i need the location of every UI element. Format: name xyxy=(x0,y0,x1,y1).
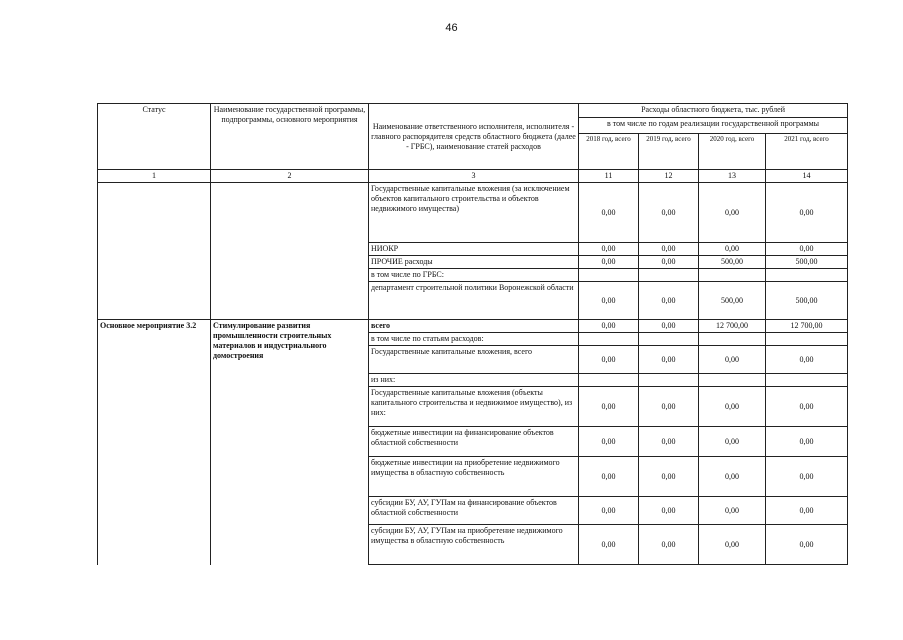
value-cell xyxy=(639,269,699,282)
value-cell: 0,00 xyxy=(766,457,848,497)
value-cell xyxy=(766,333,848,346)
status-cell: Основное мероприятие 3.2 xyxy=(98,320,211,565)
row-label: бюджетные инвестиции на финансирование объектов областной собственности xyxy=(369,427,579,457)
value-cell xyxy=(699,374,766,387)
header-year-2019: 2019 год, всего xyxy=(639,134,699,170)
row-label: НИОКР xyxy=(369,243,579,256)
value-cell: 0,00 xyxy=(639,346,699,374)
value-cell: 500,00 xyxy=(699,256,766,269)
row-label: из них: xyxy=(369,374,579,387)
value-cell: 0,00 xyxy=(699,387,766,427)
row-label: субсидии БУ, АУ, ГУПам на финансирование объектов областной собственности xyxy=(369,497,579,525)
value-cell xyxy=(579,333,639,346)
value-cell: 0,00 xyxy=(766,387,848,427)
row-label: субсидии БУ, АУ, ГУПам на приобретение недвижимого имущества в областную собственность xyxy=(369,525,579,565)
header-status: Статус xyxy=(98,104,211,170)
value-cell: 0,00 xyxy=(579,457,639,497)
value-cell: 0,00 xyxy=(579,243,639,256)
header-year-2018: 2018 год, всего xyxy=(579,134,639,170)
value-cell: 12 700,00 xyxy=(699,320,766,333)
program-name-cell: Стимулирование развития промышленности строительных материалов и индустриального домостроения xyxy=(211,320,369,565)
value-cell: 0,00 xyxy=(579,497,639,525)
value-cell xyxy=(766,269,848,282)
value-cell: 0,00 xyxy=(699,427,766,457)
budget-table xyxy=(97,103,848,565)
value-cell: 0,00 xyxy=(699,243,766,256)
value-cell: 0,00 xyxy=(639,387,699,427)
value-cell: 0,00 xyxy=(639,525,699,565)
column-number-row xyxy=(98,170,848,183)
value-cell: 0,00 xyxy=(639,243,699,256)
header-year-2020: 2020 год, всего xyxy=(699,134,766,170)
value-cell: 0,00 xyxy=(579,427,639,457)
row-label: бюджетные инвестиции на приобретение недвижимого имущества в областную собственность xyxy=(369,457,579,497)
value-cell xyxy=(639,333,699,346)
value-cell xyxy=(579,269,639,282)
value-cell xyxy=(766,374,848,387)
value-cell: 500,00 xyxy=(766,282,848,320)
value-cell: 0,00 xyxy=(639,183,699,243)
value-cell: 0,00 xyxy=(579,183,639,243)
value-cell: 0,00 xyxy=(639,320,699,333)
value-cell: 0,00 xyxy=(766,346,848,374)
value-cell: 0,00 xyxy=(766,243,848,256)
value-cell: 0,00 xyxy=(766,525,848,565)
value-cell: 0,00 xyxy=(579,320,639,333)
row-label: ПРОЧИЕ расходы xyxy=(369,256,579,269)
value-cell: 0,00 xyxy=(639,457,699,497)
value-cell: 0,00 xyxy=(699,525,766,565)
row-label: Государственные капитальные вложения, всего xyxy=(369,346,579,374)
value-cell: 0,00 xyxy=(699,183,766,243)
column-number: 12 xyxy=(639,170,699,183)
value-cell xyxy=(579,374,639,387)
table-row xyxy=(98,320,848,333)
value-cell: 0,00 xyxy=(579,387,639,427)
column-number: 11 xyxy=(579,170,639,183)
page-number: 46 xyxy=(445,22,458,34)
row-label: в том числе по статьям расходов: xyxy=(369,333,579,346)
header-by-years: в том числе по годам реализации государственной программы xyxy=(579,118,848,134)
column-number: 1 xyxy=(98,170,211,183)
value-cell: 0,00 xyxy=(579,256,639,269)
value-cell: 0,00 xyxy=(766,427,848,457)
table-row xyxy=(98,183,848,243)
program-cell-empty xyxy=(211,183,369,320)
row-label: Государственные капитальные вложения (объекты капитального строительства и недвижимое имущество), из них: xyxy=(369,387,579,427)
value-cell xyxy=(699,269,766,282)
value-cell: 0,00 xyxy=(579,525,639,565)
header-year-2021: 2021 год, всего xyxy=(766,134,848,170)
header-program-name: Наименование государственной программы, подпрограммы, основного мероприятия xyxy=(211,104,369,170)
value-cell: 0,00 xyxy=(699,457,766,497)
value-cell: 500,00 xyxy=(699,282,766,320)
value-cell: 0,00 xyxy=(639,427,699,457)
value-cell: 12 700,00 xyxy=(766,320,848,333)
column-number: 3 xyxy=(369,170,579,183)
row-label: Государственные капитальные вложения (за исключением объектов капитального строительства и объектов недвижимого имущества) xyxy=(369,183,579,243)
value-cell: 500,00 xyxy=(766,256,848,269)
value-cell: 0,00 xyxy=(766,497,848,525)
header-expenses: Расходы областного бюджета, тыс. рублей xyxy=(579,104,848,118)
value-cell: 0,00 xyxy=(766,183,848,243)
row-label: всего xyxy=(369,320,579,333)
value-cell: 0,00 xyxy=(639,497,699,525)
header-executor-name: Наименование ответственного исполнителя, исполнителя - главного распорядителя средств областного бюджета (далее - ГРБС), наименование статей расходов xyxy=(369,104,579,170)
value-cell: 0,00 xyxy=(639,282,699,320)
row-label: департамент строительной политики Воронежской области xyxy=(369,282,579,320)
status-cell-empty xyxy=(98,183,211,320)
value-cell: 0,00 xyxy=(699,346,766,374)
column-number: 13 xyxy=(699,170,766,183)
row-label: в том числе по ГРБС: xyxy=(369,269,579,282)
value-cell xyxy=(639,374,699,387)
value-cell xyxy=(699,333,766,346)
value-cell: 0,00 xyxy=(699,497,766,525)
value-cell: 0,00 xyxy=(579,346,639,374)
column-number: 14 xyxy=(766,170,848,183)
value-cell: 0,00 xyxy=(639,256,699,269)
value-cell: 0,00 xyxy=(579,282,639,320)
column-number: 2 xyxy=(211,170,369,183)
